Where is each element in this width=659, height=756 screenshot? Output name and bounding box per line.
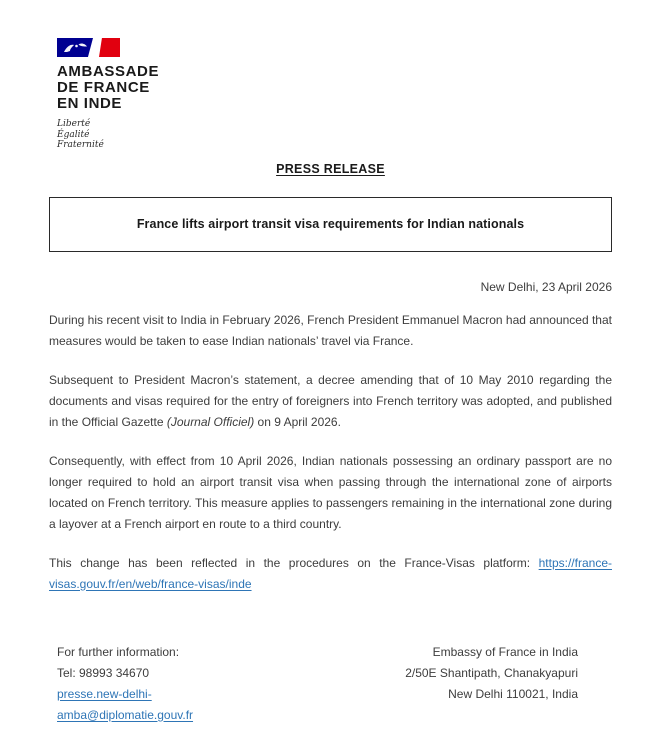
flag-blue-block	[57, 38, 93, 57]
paragraph-2-text: Subsequent to President Macron’s statement, a decree amending that of 10 May 2010 regarding the documents and visas required for the entry of foreigners into French territory was adopted, and published in the Official Gazette	[49, 372, 612, 429]
paragraph-4-text: This change has been reflected in the procedures on the France-Visas platform:	[49, 555, 539, 570]
address-line-3: New Delhi 110021, India	[448, 686, 578, 701]
french-flag-logo	[57, 38, 612, 57]
footer	[49, 642, 612, 726]
embassy-wordmark	[57, 64, 612, 112]
press-email-link[interactable]	[57, 684, 193, 726]
france-visas-link[interactable]: https://france-visas.gouv.fr/en/web/france-visas/inde	[49, 555, 612, 591]
journal-officiel-italic: (Journal Officiel)	[166, 414, 255, 429]
paragraph-3: Consequently, with effect from 10 April 2026, Indian nationals possessing an ordinary passport are no longer required to hold an airport transit visa when passing through the international zone of airports located on French territory. This measure applies to passengers remaining in the international zone during a layover at a French airport en route to a third country.	[49, 453, 612, 531]
motto-line-3: Fraternité	[57, 140, 104, 150]
wordmark-line-1: AMBASSADE	[57, 63, 160, 80]
wordmark-line-3: EN INDE	[57, 95, 123, 112]
contact-info-label: For further information:	[57, 644, 180, 659]
address-line-1: Embassy of France in India	[432, 644, 578, 659]
paragraph-2-tail: on 9 April 2026.	[254, 414, 341, 429]
headline-text: France lifts airport transit visa requirements for Indian nationals	[136, 217, 525, 231]
motto-line-2: Égalité	[57, 129, 90, 140]
press-email-line-1: presse.new-delhi-	[57, 686, 152, 701]
embassy-address	[405, 642, 578, 726]
republic-motto	[57, 119, 612, 151]
contact-phone: Tel: 98993 34670	[57, 665, 150, 680]
contact-info	[57, 642, 193, 726]
headline-box	[49, 197, 612, 252]
paragraph-1: During his recent visit to India in February 2026, French President Emmanuel Macron had announced that measures would be taken to ease Indian nationals’ travel via France.	[49, 312, 612, 348]
press-release-heading: PRESS RELEASE	[276, 161, 385, 176]
dateline: New Delhi, 23 April 2026	[480, 279, 612, 294]
press-email-line-2: amba@diplomatie.gouv.fr	[57, 707, 194, 722]
motto-line-1: Liberté	[57, 119, 91, 129]
paragraph-2	[49, 370, 612, 433]
embassy-letterhead	[57, 38, 612, 151]
paragraph-4	[49, 553, 612, 595]
marianne-icon	[57, 38, 93, 57]
address-line-2: 2/50E Shantipath, Chanakyapuri	[405, 665, 578, 680]
wordmark-line-2: DE FRANCE	[57, 79, 150, 96]
flag-red-block	[99, 38, 120, 57]
